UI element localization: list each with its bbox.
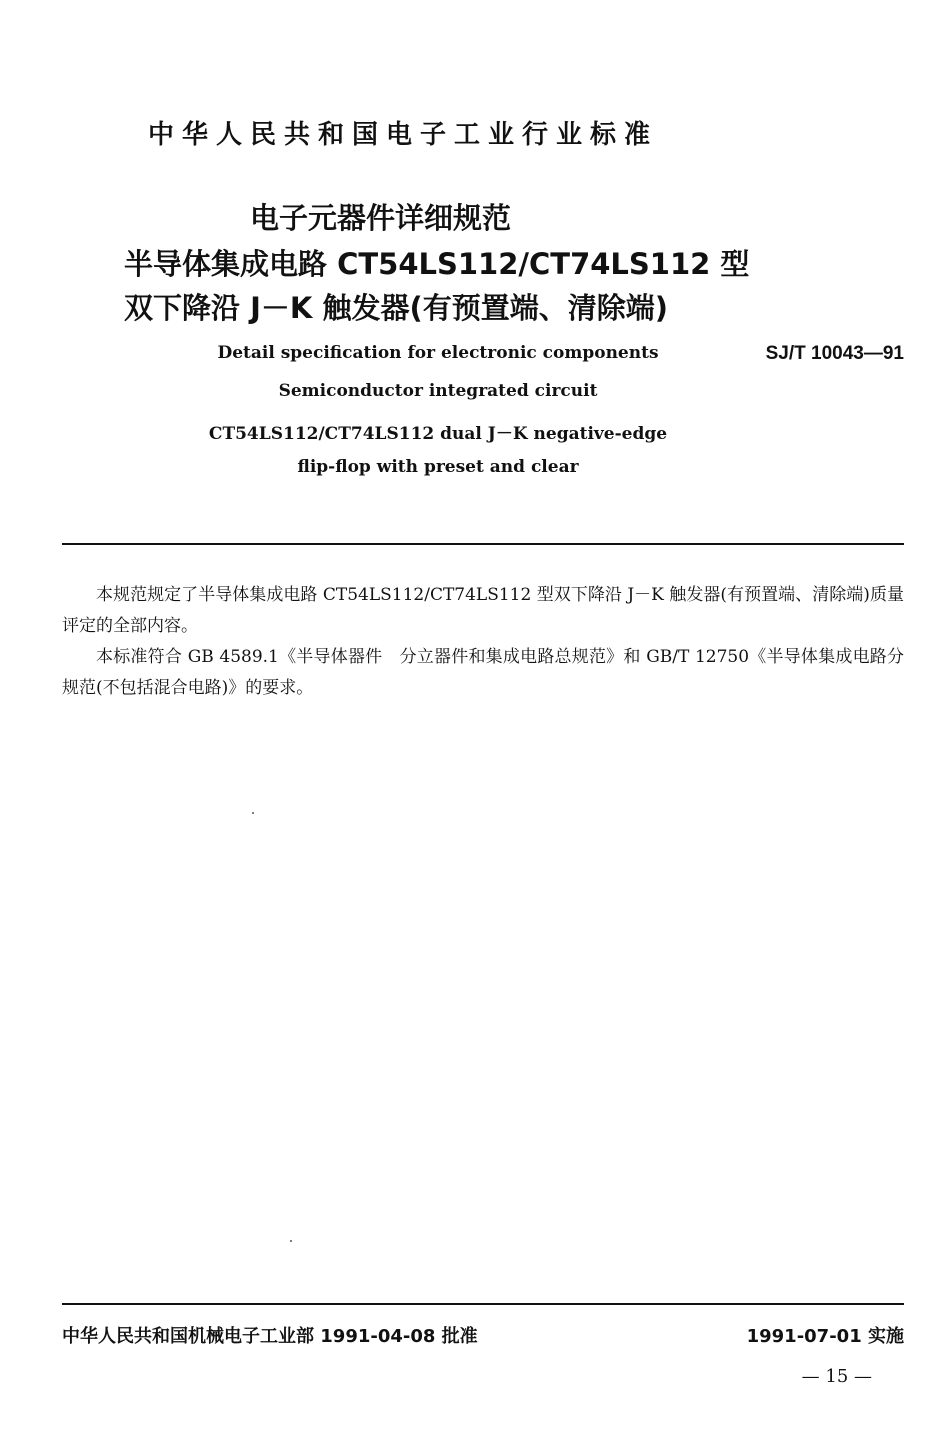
effective-date: 1991-07-01 实施 [746,1326,904,1347]
body-paragraph-2: 本标准符合 GB 4589.1《半导体器件 分立器件和集成电路总规范》和 GB/T 12750《半导体集成电路分规范(不包括混合电路)》的要求。 [62,647,904,698]
scan-speck [252,812,254,814]
title-en-line-1: Detail specification for electronic components [217,343,659,363]
body-paragraph-1: 本规范规定了半导体集成电路 CT54LS112/CT74LS112 型双下降沿 J－K 触发器(有预置端、清除端)质量评定的全部内容。 [62,585,904,636]
top-divider [62,543,904,545]
standard-number: SJ/T 10043—91 [765,343,904,364]
title-cn-line-2: 半导体集成电路 CT54LS112/CT74LS112 型 [124,247,750,281]
title-en-line-3: CT54LS112/CT74LS112 dual J－K negative-edge [208,424,668,444]
title-cn-line-3: 双下降沿 J－K 触发器(有预置端、清除端) [124,291,668,325]
body-text [62,580,904,704]
title-cn-line-1: 电子元器件详细规范 [250,201,512,235]
title-en-line-4: flip-flop with preset and clear [297,457,579,477]
title-en-line-2: Semiconductor integrated circuit [278,381,598,401]
page-number: — 15 — [801,1366,872,1387]
scan-speck [290,1240,292,1242]
industry-standard-heading: 中华人民共和国电子工业行业标准 [148,120,659,150]
bottom-divider [62,1303,904,1305]
approval-note: 中华人民共和国机械电子工业部 1991-04-08 批准 [62,1326,478,1347]
